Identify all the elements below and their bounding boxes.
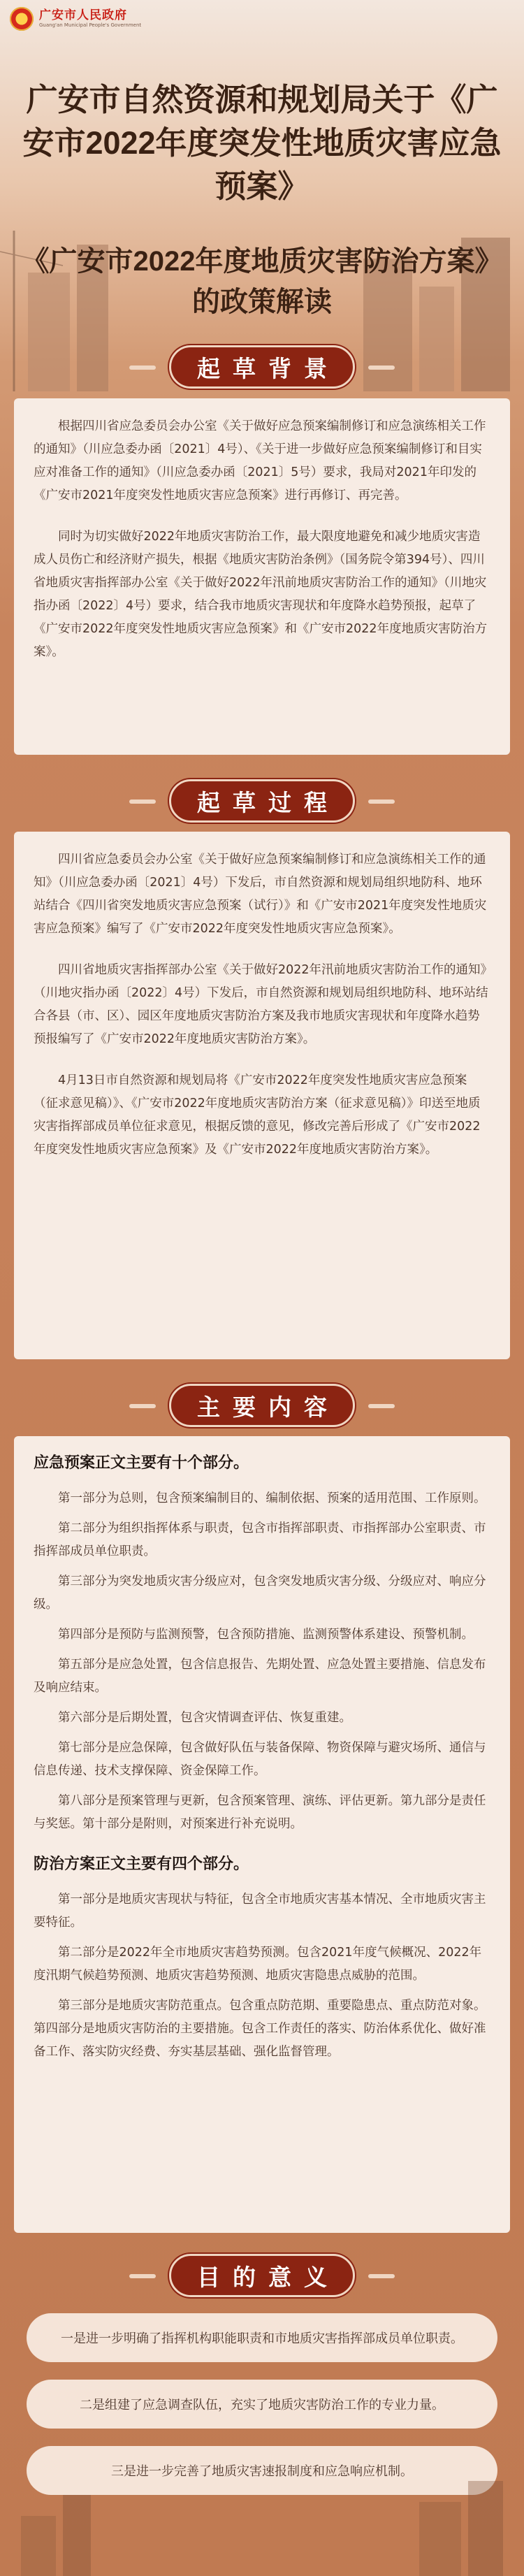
section-title-purpose: 目的意义 (169, 2254, 355, 2297)
logo-name: 广安市人民政府 (39, 8, 127, 22)
plan-item: 第一部分为总则，包含预案编制目的、编制依据、预案的适用范围、工作原则。 (58, 1491, 486, 1505)
plan-heading: 应急预案正文主要有十个部分。 (34, 1454, 249, 1472)
section-title-process: 起草过程 (169, 779, 355, 823)
process-card (14, 832, 510, 1359)
plan-item: 第八部分是预案管理与更新，包含预案管理、演练、评估更新。第九部分是责任与奖惩。第十部分是附则，对预案进行补充说明。 (34, 1794, 486, 1831)
footer-skyline-illustration (0, 2460, 524, 2576)
scheme-item: 第三部分是地质灾害防范重点。包含重点防范期、重要隐患点、重点防范对象。第四部分是地质灾害防治的主要措施。包含工作责任的落实、防治体系优化、做好准备工作、落实防灾经费、夯实基层基础、强化监督管理。 (34, 1999, 486, 2059)
section-title-background: 起草背景 (169, 345, 355, 389)
plan-item: 第六部分是后期处置，包含灾情调查评估、恢复重建。 (58, 1711, 351, 1725)
national-emblem-icon (10, 7, 34, 31)
purpose-item: 二是组建了应急调查队伍，充实了地质灾害防治工作的专业力量。 (27, 2380, 497, 2429)
plan-item: 第七部分是应急保障，包含做好队伍与装备保障、物资保障与避灾场所、通信与信息传递、技术支撑保障、资金保障工作。 (34, 1741, 486, 1778)
content-card (14, 1436, 510, 2233)
purpose-item: 三是进一步完善了地质灾害速报制度和应急响应机制。 (27, 2446, 497, 2495)
page-subtitle: 《广安市2022年度地质灾害防治方案》的政策解读 (21, 246, 503, 317)
scheme-item: 第一部分是地质灾害现状与特征，包含全市地质灾害基本情况、全市地质灾害主要特征。 (34, 1893, 486, 1930)
scheme-item: 第二部分是2022年全市地质灾害趋势预测。包含2021年度气候概况、2022年度汛期气候趋势预测、地质灾害趋势预测、地质灾害隐患点威胁的范围。 (34, 1946, 482, 1983)
background-card (14, 398, 510, 755)
background-paragraph: 根据四川省应急委员会办公室《关于做好应急预案编制修订和应急演练相关工作的通知》（川应急委办函〔2021〕4号）、《关于进一步做好应急预案编制修订和目实应对准备工作的通知》（川应急委办函〔2021〕5号）要求，我局对2021年印发的《广安市2021年度突发性地质灾害应急预案》进行再修订、再完善。 (34, 419, 486, 502)
page-title: 广安市自然资源和规划局关于《广安市2022年度突发性地质灾害应急预案》 (22, 82, 502, 204)
plan-item: 第五部分是应急处置，包含信息报告、先期处置、应急处置主要措施、信息发布及响应结束。 (34, 1658, 486, 1695)
plan-item: 第三部分为突发地质灾害分级应对，包含突发地质灾害分级、分级应对、响应分级。 (34, 1575, 486, 1612)
plan-item: 第四部分是预防与监测预警，包含预防措施、监测预警体系建设、预警机制。 (58, 1628, 474, 1642)
process-paragraph: 4月13日市自然资源和规划局将《广安市2022年度突发性地质灾害应急预案（征求意见稿）》、《广安市2022年度地质灾害防治方案（征求意见稿）》印送至地质灾害指挥部成员单位征求意见，根据反馈的意见，修改完善后形成了《广安市2022年度突发性地质灾害应急预案》及《广安市2022年度地质灾害防治方案》。 (34, 1073, 481, 1157)
government-logo[interactable] (10, 7, 141, 31)
purpose-item: 一是进一步明确了指挥机构职能职责和市地质灾害指挥部成员单位职责。 (27, 2313, 497, 2362)
plan-item: 第二部分为组织指挥体系与职责，包含市指挥部职责、市指挥部办公室职责、市指挥部成员单位职责。 (34, 1521, 486, 1558)
scheme-heading: 防治方案正文主要有四个部分。 (34, 1855, 249, 1873)
process-paragraph: 四川省应急委员会办公室《关于做好应急预案编制修订和应急演练相关工作的通知》（川应急委办函〔2021〕4号）下发后，市自然资源和规划局组织地防科、地环站结合《四川省突发地质灾害应急预案（试行）》和《广安市2021年度突发性地质灾害应急预案》编写了《广安市2022年度突发性地质灾害应急预案》。 (34, 853, 487, 936)
background-paragraph: 同时为切实做好2022年地质灾害防治工作，最大限度地避免和减少地质灾害造成人员伤亡和经济财产损失，根据《地质灾害防治条例》（国务院令第394号）、四川省地质灾害指挥部办公室《关于做好2022年汛前地质灾害防治工作的通知》（川地灾指办函〔2022〕4号）要求，结合我市地质灾害现状和年度降水趋势预报，起草了《广安市2022年度突发性地质灾害应急预案》和《广安市2022年度地质灾害防治方案》。 (34, 530, 488, 659)
logo-subtitle: Guang'an Municipal People's Government (39, 22, 142, 28)
process-paragraph: 四川省地质灾害指挥部办公室《关于做好2022年汛前地质灾害防治工作的通知》（川地灾指办函〔2022〕4号）下发后，市自然资源和规划局组织地防科、地环站结合各县（市、区）、园区年度地质灾害防治方案及我市地质灾害现状和年度降水趋势预报编写了《广安市2022年度地质灾害防治方案》。 (34, 963, 488, 1046)
section-title-content: 主要内容 (169, 1384, 355, 1427)
